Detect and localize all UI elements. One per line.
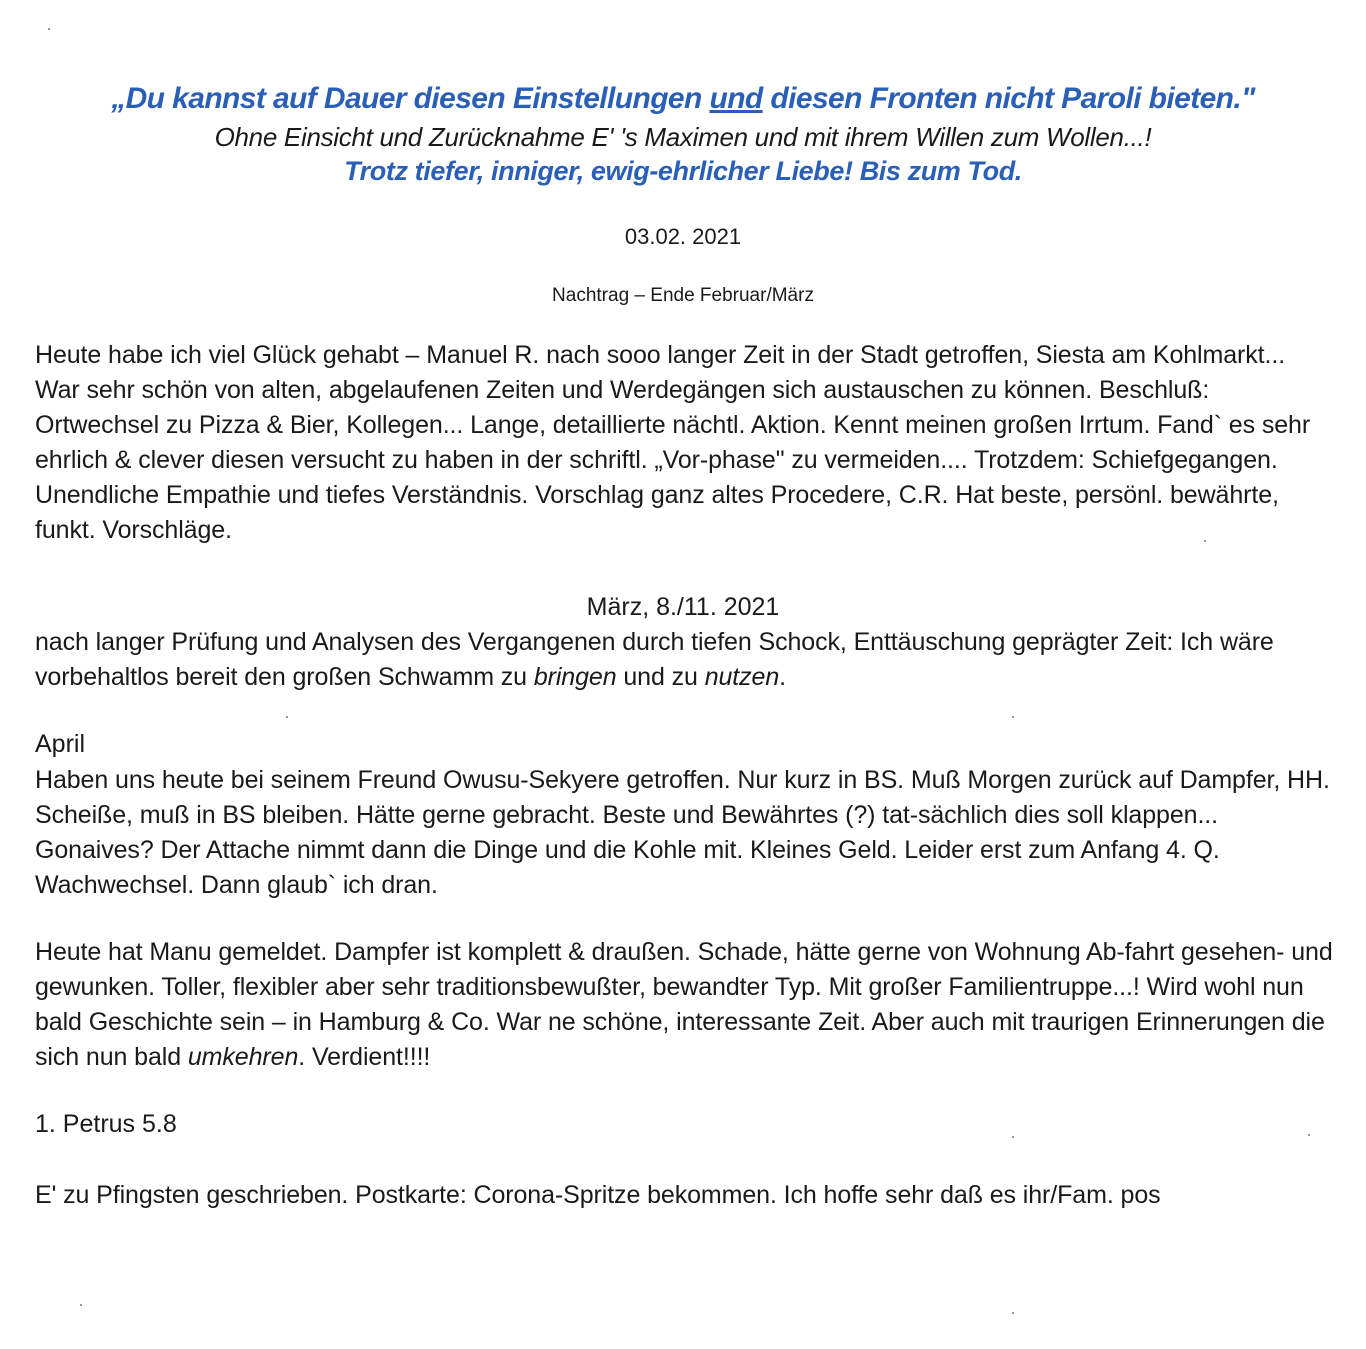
bible-reference: 1. Petrus 5.8 (35, 1110, 177, 1138)
header-subquote: Ohne Einsicht und Zurücknahme E' 's Maximen und mit ihrem Willen zum Wollen...! (214, 122, 1152, 152)
entry-note: Nachtrag – Ende Februar/März (552, 285, 814, 306)
entry-label-april: April (35, 730, 86, 758)
header-emphasis-line: Trotz tiefer, inniger, ewig-ehrlicher Liebe! Bis zum Tod. (344, 156, 1022, 186)
paragraph-4: Heute hat Manu gemeldet. Dampfer ist komplett & draußen. Schade, hätte gerne von Wohnung Ab-fahrt gesehen- und gewunken. Toller, flexibler aber sehr traditionsbewußter, bewandter Typ. Mit großer Familientruppe...! Wird wohl nun bald Geschichte sein – in Hamburg & Co. War ne schöne, interessante Zeit. Aber auch mit traurigen Erinnerungen die sich nun bald umkehren. Verdient!!!! (35, 938, 1333, 1071)
entry-date: 03.02. 2021 (624, 224, 742, 249)
header-quote: „Du kannst auf Dauer diesen Einstellungen und diesen Fronten nicht Paroli bieten." (111, 82, 1255, 115)
scan-speck (1012, 716, 1014, 718)
scan-speck (1012, 1136, 1014, 1138)
scan-speck (48, 28, 50, 30)
scan-speck (286, 716, 288, 718)
paragraph-5: E' zu Pfingsten geschrieben. Postkarte: Corona-Spritze bekommen. Ich hoffe sehr daß es ihr/Fam. pos (35, 1181, 1161, 1209)
underlined-word: und (709, 82, 763, 115)
paragraph-1: Heute habe ich viel Glück gehabt – Manuel R. nach sooo langer Zeit in der Stadt getroffen, Siesta am Kohlmarkt... War sehr schön von alten, abgelaufenen Zeiten und Werdegängen sich austauschen zu können. Beschluß: Ortwechsel zu Pizza & Bier, Kollegen... Lange, detaillierte nächtl. Aktion. Kennt meinen großen Irrtum. Fand` es sehr ehrlich & clever diesen versucht zu haben in der schriftl. „Vor-phase" zu vermeiden.... Trotzdem: Schiefgegangen. Unendliche Empathie und tiefes Verständnis. Vorschlag ganz altes Procedere, C.R. Hat beste, persönl. bewährte, funkt. Vorschläge. (35, 341, 1311, 544)
paragraph-3: Haben uns heute bei seinem Freund Owusu-Sekyere getroffen. Nur kurz in BS. Muß Morgen zurück auf Dampfer, HH. Scheiße, muß in BS bleiben. Hätte gerne gebracht. Beste und Bewährtes (?) tat-sächlich dies soll klappen... Gonaives? Der Attache nimmt dann die Dinge und die Kohle mit. Kleines Geld. Leider erst zum Anfang 4. Q. Wachwechsel. Dann glaub` ich dran. (35, 766, 1330, 899)
scan-speck (1012, 1312, 1014, 1314)
entry-date-march: März, 8./11. 2021 (586, 593, 780, 621)
scan-speck (1308, 1134, 1310, 1136)
scan-speck (80, 1304, 82, 1306)
scan-speck (1204, 540, 1206, 542)
paragraph-2: nach langer Prüfung und Analysen des Vergangenen durch tiefen Schock, Enttäuschung geprägter Zeit: Ich wäre vorbehaltlos bereit den großen Schwamm zu bringen und zu nutzen. (35, 628, 1274, 691)
